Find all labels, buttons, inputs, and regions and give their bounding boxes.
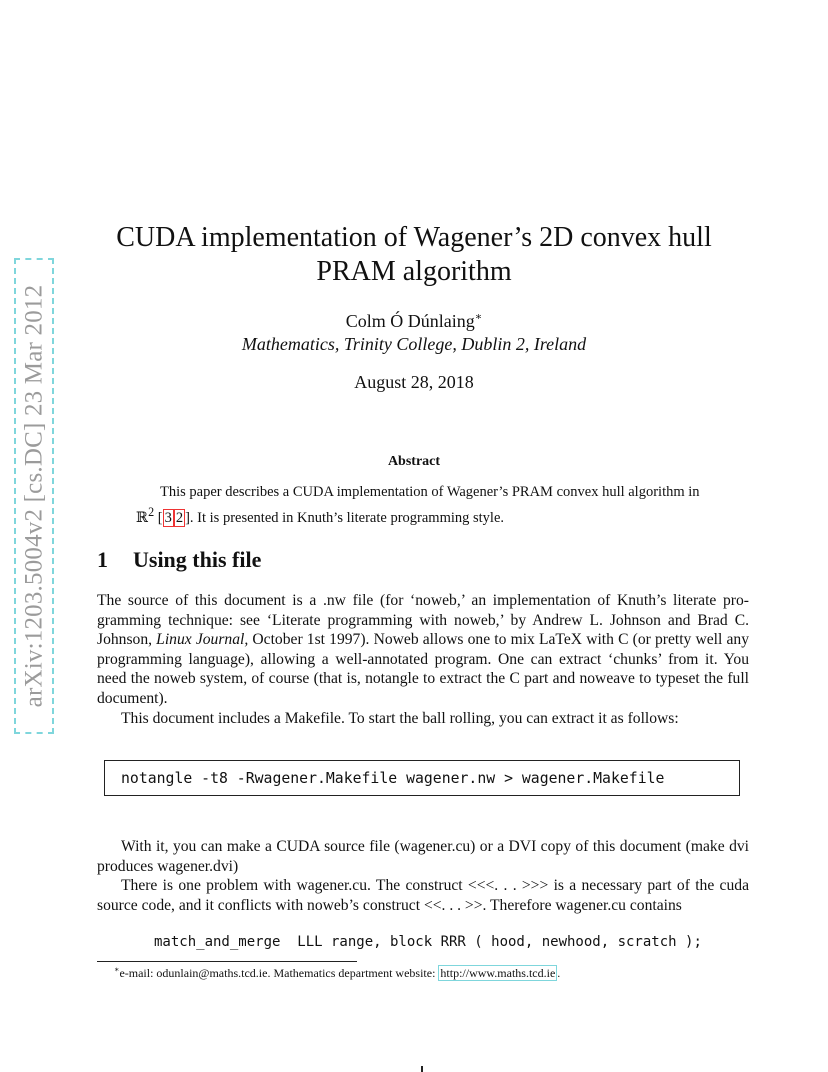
section-number: 1 (97, 547, 108, 572)
author-footnote-mark: ∗ (474, 311, 483, 323)
section-heading (97, 547, 261, 573)
paragraph-4 (97, 876, 749, 915)
abstract-heading: Abstract (387, 454, 441, 469)
citation-link-2[interactable]: 2 (175, 509, 184, 526)
code-box-text: notangle -t8 -Rwagener.Makefile wagener.nw > wagener.Makefile (121, 769, 665, 787)
code-box (104, 760, 740, 796)
author-line (0, 310, 828, 332)
abstract-text-a: This paper describes a CUDA implementation of Wagener’s PRAM convex hull algorithm in (160, 484, 700, 500)
author-name: Colm Ó Dúnlaing (345, 311, 475, 331)
paragraph-3-text: With it, you can make a CUDA source file (wagener.cu) or a DVI copy of this document (make dvi produces wagener.dvi) (97, 838, 749, 875)
section-title: Using this file (133, 547, 262, 572)
citation-open: [ (157, 509, 163, 526)
footnote (114, 965, 560, 981)
arxiv-stamp-text: arXiv:1203.5004v2 [cs.DC] 23 Mar 2012 (20, 284, 47, 708)
affiliation: Mathematics, Trinity College, Dublin 2, Ireland (241, 334, 587, 354)
real-numbers-symbol: ℝ (136, 509, 149, 526)
paragraph-1-text-b: October 1st 1997). Noweb allows one to mix LaTeX with C (or pretty well any programming language), allowing a well-annotated program. One can extract ‘chunks’ from it. You need the noweb system, of course (that is, notangle to extract the C part and noweave to typeset the full document). (97, 631, 750, 707)
citation (158, 509, 190, 527)
abstract-body (136, 482, 716, 528)
abstract-text-b: . It is presented in Knuth’s literate programming style. (189, 509, 505, 526)
title-line-1: CUDA implementation of Wagener’s 2D convex hull (116, 222, 712, 253)
footnote-end: . (557, 966, 561, 980)
website-link[interactable]: http://www.maths.tcd.ie (440, 966, 556, 980)
paragraph-1-text-a: The source of this document is a .nw file (for ‘noweb,’ an implementation of Knuth’s literate pro- gramming technique: see ‘Literate programming with noweb,’ by Andrew L. Johnson and Brad C. Johnson, (97, 592, 749, 649)
footnote-rule (97, 961, 357, 962)
code-line: match_and_merge LLL range, block RRR ( hood, newhood, scratch ); (154, 934, 702, 950)
paragraph-3 (97, 837, 749, 876)
paragraph-4-text: There is one problem with wagener.cu. The construct <<<. . . >>> is a necessary part of the cuda source code, and it conflicts with noweb’s construct <<. . . >>. Therefore wagener.cu contains (97, 877, 749, 914)
title-line-2: PRAM algorithm (316, 256, 512, 287)
footnote-mark: ∗ (114, 965, 120, 974)
paper-title (0, 221, 828, 289)
citation-close: ] (185, 509, 190, 526)
paragraph-2 (97, 709, 749, 729)
page-number-mark (421, 1066, 423, 1072)
citation-link-3[interactable]: 3 (164, 509, 172, 526)
footnote-text: e-mail: odunlain@maths.tcd.ie. Mathematics department website: (119, 966, 439, 980)
real-numbers-exponent: 2 (148, 505, 155, 519)
paragraph-2-text: This document includes a Makefile. To start the ball rolling, you can extract it as follows: (121, 710, 679, 727)
journal-name: Linux Journal, (156, 631, 249, 649)
paragraph-1 (97, 591, 749, 709)
paper-date: August 28, 2018 (354, 372, 474, 392)
